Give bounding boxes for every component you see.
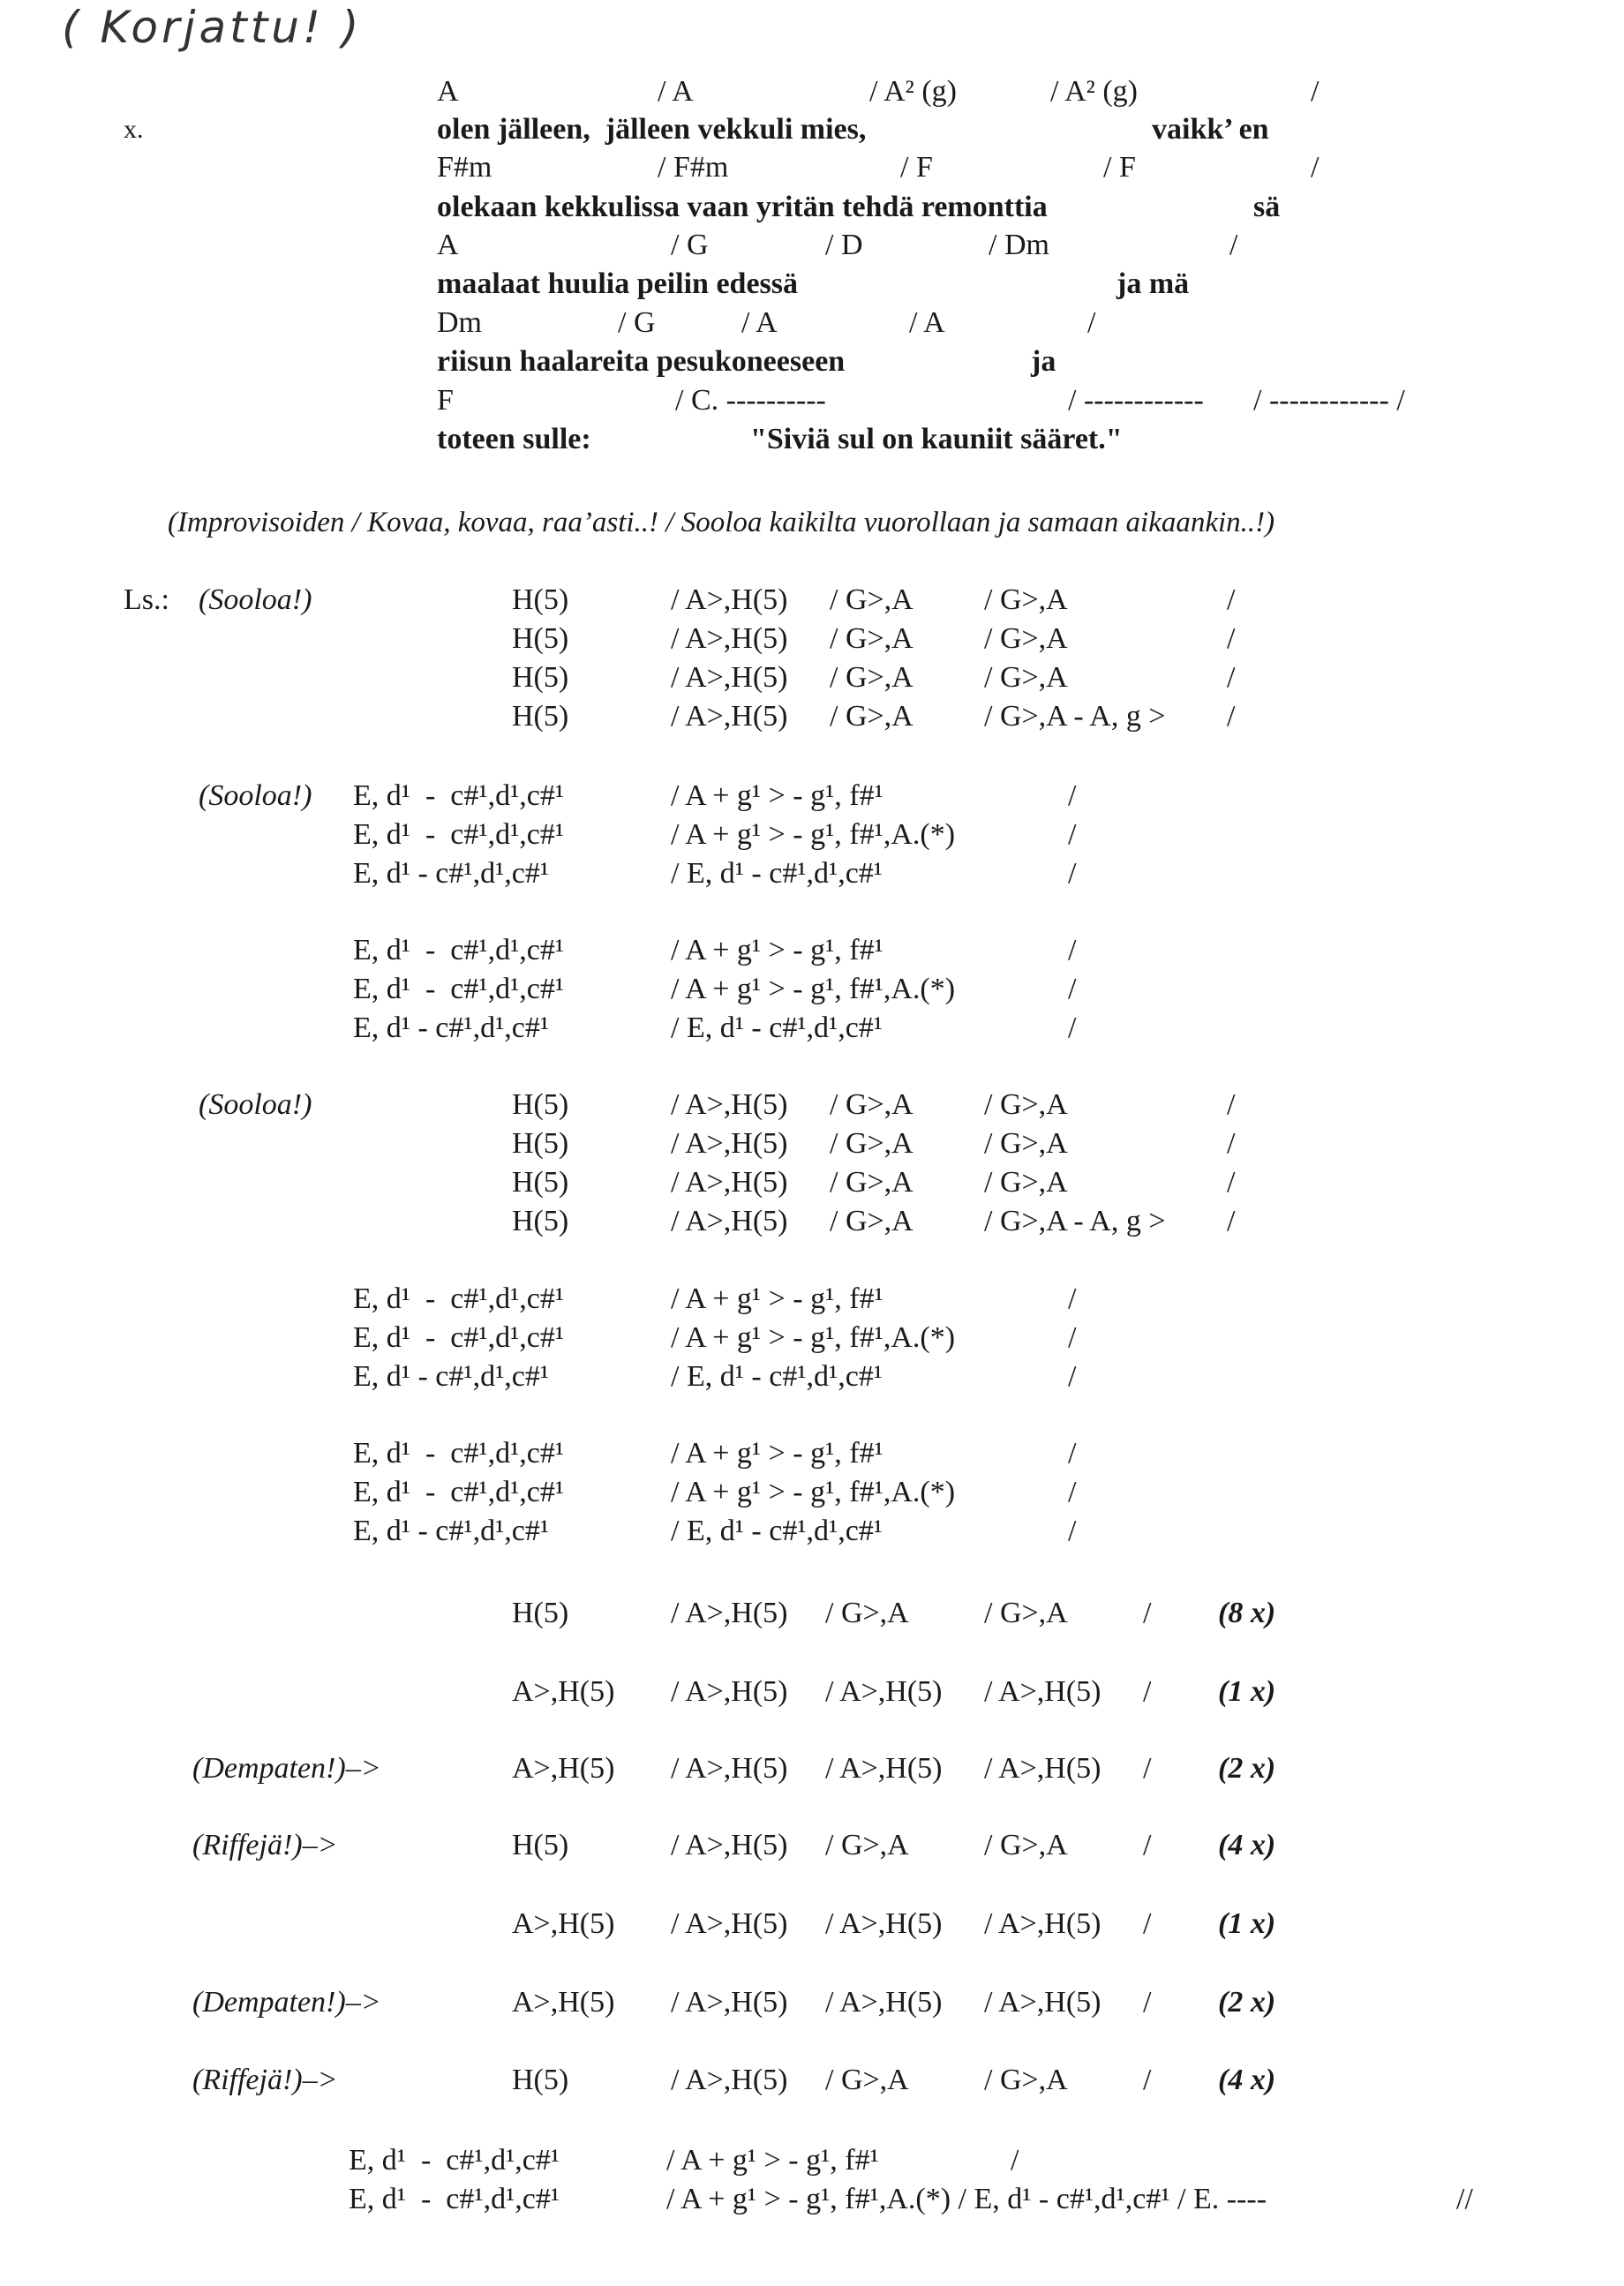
lyric: toteen sulle:: [437, 423, 591, 455]
notes: E, d¹ - c#¹,d¹,c#¹: [349, 2144, 560, 2177]
label-dempaten: (Dempaten!)–>: [192, 1986, 381, 2019]
bar-line: / ------------ /: [1253, 384, 1405, 417]
lyric: "Siviä sul on kauniit sääret.": [750, 423, 1123, 455]
chord: / G>,A: [984, 622, 1068, 655]
bar-line: /: [1068, 818, 1077, 851]
notes: E, d¹ - c#¹,d¹,c#¹: [353, 1437, 565, 1470]
bar-line: /: [1068, 1360, 1077, 1393]
final-bar-line: //: [1456, 2183, 1473, 2215]
lyric: olen jälleen, jälleen vekkuli mies,: [437, 113, 867, 146]
chord: / A>,H(5): [671, 1752, 788, 1785]
notes: E, d¹ - c#¹,d¹,c#¹: [353, 1515, 550, 1547]
notes: E, d¹ - c#¹,d¹,c#¹: [353, 818, 565, 851]
chord: / G>,A: [830, 661, 914, 694]
notes: / A + g¹ > - g¹, f#¹,A.(*): [671, 1476, 956, 1508]
lyric: sä: [1253, 191, 1281, 223]
label-riffeja: (Riffejä!)–>: [192, 1829, 338, 1861]
chord: / G>,A: [830, 700, 914, 733]
chord: / G>,A: [984, 1829, 1068, 1861]
chord: / G>,A: [825, 1829, 909, 1861]
bar-line: /: [1227, 661, 1236, 694]
chord: / G>,A: [830, 1166, 914, 1199]
bar-line: /: [1011, 2144, 1019, 2177]
chord: / G>,A: [825, 2064, 909, 2096]
bar-line: /: [1143, 1675, 1152, 1708]
bar-line: /: [1143, 1752, 1152, 1785]
repeat-count: (4 x): [1218, 1829, 1276, 1861]
chord: A: [437, 75, 459, 108]
repeat-count: (1 x): [1218, 1907, 1276, 1940]
notes: / A + g¹ > - g¹, f#¹: [671, 934, 883, 966]
notes: / A + g¹ > - g¹, f#¹: [666, 2144, 879, 2177]
label-sooloa: (Sooloa!): [199, 1088, 312, 1121]
notes: / A + g¹ > - g¹, f#¹,A.(*): [671, 973, 956, 1005]
chord: / G: [671, 229, 709, 261]
chord: / G>,A: [984, 661, 1068, 694]
bar-line: /: [1143, 1829, 1152, 1861]
chord: / G>,A: [830, 622, 914, 655]
notes: / E, d¹ - c#¹,d¹,c#¹: [671, 1515, 883, 1547]
notes: / E, d¹ - c#¹,d¹,c#¹: [671, 1360, 883, 1393]
notes: E, d¹ - c#¹,d¹,c#¹: [353, 934, 565, 966]
bar-line: /: [1143, 1907, 1152, 1940]
chord: / A>,H(5): [671, 1675, 788, 1708]
chord: A>,H(5): [512, 1907, 615, 1940]
bar-line: /: [1227, 1088, 1236, 1121]
handwritten-note: ( Korjattu! ): [62, 2, 363, 53]
chord: H(5): [512, 661, 569, 694]
chord: H(5): [512, 1205, 569, 1237]
chord: / G>,A: [984, 1597, 1068, 1629]
lyric: olekaan kekkulissa vaan yritän tehdä remonttia: [437, 191, 1048, 223]
bar-line: /: [1227, 700, 1236, 733]
chord: A: [437, 229, 459, 261]
repeat-count: (4 x): [1218, 2064, 1276, 2096]
chord: / Dm: [989, 229, 1049, 261]
chord: / A: [909, 306, 945, 339]
chord: / G>,A: [984, 1166, 1068, 1199]
chord: / F: [900, 151, 933, 184]
notes: E, d¹ - c#¹,d¹,c#¹: [353, 1011, 550, 1044]
lyric: ja: [1031, 345, 1056, 378]
chord: / G>,A: [984, 583, 1068, 616]
bar-line: /: [1068, 779, 1077, 812]
chord: / A: [658, 75, 694, 108]
chord: H(5): [512, 2064, 569, 2096]
chord: A>,H(5): [512, 1986, 615, 2019]
bar-line: /: [1068, 1515, 1077, 1547]
chord: / A>,H(5): [671, 1088, 788, 1121]
chord: / A>,H(5): [671, 1166, 788, 1199]
lyric: ja mä: [1116, 267, 1190, 300]
chord: H(5): [512, 1127, 569, 1160]
chord: / G>,A: [830, 583, 914, 616]
notes: / A + g¹ > - g¹, f#¹,A.(*): [671, 818, 956, 851]
chord: / A>,H(5): [984, 1986, 1101, 2019]
chord: H(5): [512, 1166, 569, 1199]
verse-marker: x.: [124, 115, 144, 144]
chord: / A>,H(5): [825, 1675, 943, 1708]
chord: / A>,H(5): [671, 583, 788, 616]
chord: / F: [1103, 151, 1136, 184]
chord: / G>,A - A, g >: [984, 1205, 1166, 1237]
chord: H(5): [512, 583, 569, 616]
bar-line: /: [1227, 1127, 1236, 1160]
notes: / A + g¹ > - g¹, f#¹: [671, 779, 883, 812]
bar-line: /: [1227, 1205, 1236, 1237]
chord: / A>,H(5): [984, 1675, 1101, 1708]
chord: H(5): [512, 622, 569, 655]
chord: / A>,H(5): [671, 1205, 788, 1237]
chord: / G>,A: [984, 1088, 1068, 1121]
chord: F: [437, 384, 454, 417]
label-sooloa: (Sooloa!): [199, 583, 312, 616]
bar-line: /: [1227, 622, 1236, 655]
chord: / G>,A: [984, 1127, 1068, 1160]
bar-line: /: [1227, 1166, 1236, 1199]
repeat-count: (1 x): [1218, 1675, 1276, 1708]
chord: / G>,A - A, g >: [984, 700, 1166, 733]
bar-line: /: [1068, 973, 1077, 1005]
chord: / G>,A: [830, 1127, 914, 1160]
bar-line: /: [1143, 1986, 1152, 2019]
chord: Dm: [437, 306, 482, 339]
chord: / A>,H(5): [825, 1907, 943, 1940]
bar-line: /: [1311, 75, 1320, 108]
notes: / E, d¹ - c#¹,d¹,c#¹: [671, 857, 883, 890]
chord: / A² (g): [869, 75, 957, 108]
instruction: (Improvisoiden / Kovaa, kovaa, raa’asti..! / Sooloa kaikilta vuorollaan ja samaan aikaankin..!): [168, 507, 1275, 538]
lyric: riisun haalareita pesukoneeseen: [437, 345, 846, 378]
repeat-count: (2 x): [1218, 1752, 1276, 1785]
chord: / A² (g): [1050, 75, 1138, 108]
bar-line: /: [1087, 306, 1096, 339]
chord: / G>,A: [830, 1205, 914, 1237]
bar-line: /: [1068, 857, 1077, 890]
notes: E, d¹ - c#¹,d¹,c#¹: [353, 1360, 550, 1393]
notes: E, d¹ - c#¹,d¹,c#¹: [353, 779, 565, 812]
bar-line: /: [1068, 934, 1077, 966]
notes: / E, d¹ - c#¹,d¹,c#¹: [671, 1011, 883, 1044]
notes: E, d¹ - c#¹,d¹,c#¹: [353, 1476, 565, 1508]
notes: / A + g¹ > - g¹, f#¹,A.(*) / E, d¹ - c#¹,d¹,c#¹ / E. ----: [666, 2183, 1267, 2215]
chord: / C. ----------: [675, 384, 826, 417]
repeat-count: (2 x): [1218, 1986, 1276, 2019]
notes: E, d¹ - c#¹,d¹,c#¹: [353, 857, 550, 890]
label-dempaten: (Dempaten!)–>: [192, 1752, 381, 1785]
repeat-count: (8 x): [1218, 1597, 1276, 1629]
bar-line: /: [1068, 1321, 1077, 1354]
lyric: maalaat huulia peilin edessä: [437, 267, 799, 300]
chord: / A>,H(5): [671, 1907, 788, 1940]
notes: / A + g¹ > - g¹, f#¹,A.(*): [671, 1321, 956, 1354]
bar-line: /: [1143, 1597, 1152, 1629]
chord: H(5): [512, 1088, 569, 1121]
chord: / G>,A: [825, 1597, 909, 1629]
chord: / A>,H(5): [984, 1907, 1101, 1940]
chord: A>,H(5): [512, 1752, 615, 1785]
notes: E, d¹ - c#¹,d¹,c#¹: [349, 2183, 560, 2215]
chord: / A>,H(5): [984, 1752, 1101, 1785]
chord: / A>,H(5): [671, 622, 788, 655]
bar-line: /: [1311, 151, 1320, 184]
chord: F#m: [437, 151, 492, 184]
bar-line: /: [1068, 1011, 1077, 1044]
chord: / D: [825, 229, 863, 261]
bar-line: / ------------: [1068, 384, 1204, 417]
bar-line: /: [1143, 2064, 1152, 2096]
chord: / G>,A: [984, 2064, 1068, 2096]
chord: H(5): [512, 1829, 569, 1861]
chord: / G>,A: [830, 1088, 914, 1121]
chord: / A>,H(5): [671, 1986, 788, 2019]
bar-line: /: [1068, 1437, 1077, 1470]
chord: / A>,H(5): [671, 1829, 788, 1861]
bar-line: /: [1229, 229, 1238, 261]
chord: / A>,H(5): [671, 1127, 788, 1160]
chord: / A>,H(5): [825, 1752, 943, 1785]
chord: / F#m: [658, 151, 729, 184]
chord: / A>,H(5): [671, 700, 788, 733]
notes: / A + g¹ > - g¹, f#¹: [671, 1437, 883, 1470]
notes: E, d¹ - c#¹,d¹,c#¹: [353, 1282, 565, 1315]
chord: A>,H(5): [512, 1675, 615, 1708]
chord: H(5): [512, 1597, 569, 1629]
notes: / A + g¹ > - g¹, f#¹: [671, 1282, 883, 1315]
label-sooloa: (Sooloa!): [199, 779, 312, 812]
chord: / A>,H(5): [825, 1986, 943, 2019]
notes: E, d¹ - c#¹,d¹,c#¹: [353, 1321, 565, 1354]
chord: H(5): [512, 700, 569, 733]
chord: / A>,H(5): [671, 1597, 788, 1629]
ls-label: Ls.:: [124, 583, 169, 616]
chord: / A>,H(5): [671, 2064, 788, 2096]
lyric: vaikk’ en: [1152, 113, 1269, 146]
bar-line: /: [1227, 583, 1236, 616]
bar-line: /: [1068, 1282, 1077, 1315]
chord: / A>,H(5): [671, 661, 788, 694]
label-riffeja: (Riffejä!)–>: [192, 2064, 338, 2096]
chord: / G: [618, 306, 656, 339]
bar-line: /: [1068, 1476, 1077, 1508]
chord: / A: [741, 306, 778, 339]
notes: E, d¹ - c#¹,d¹,c#¹: [353, 973, 565, 1005]
